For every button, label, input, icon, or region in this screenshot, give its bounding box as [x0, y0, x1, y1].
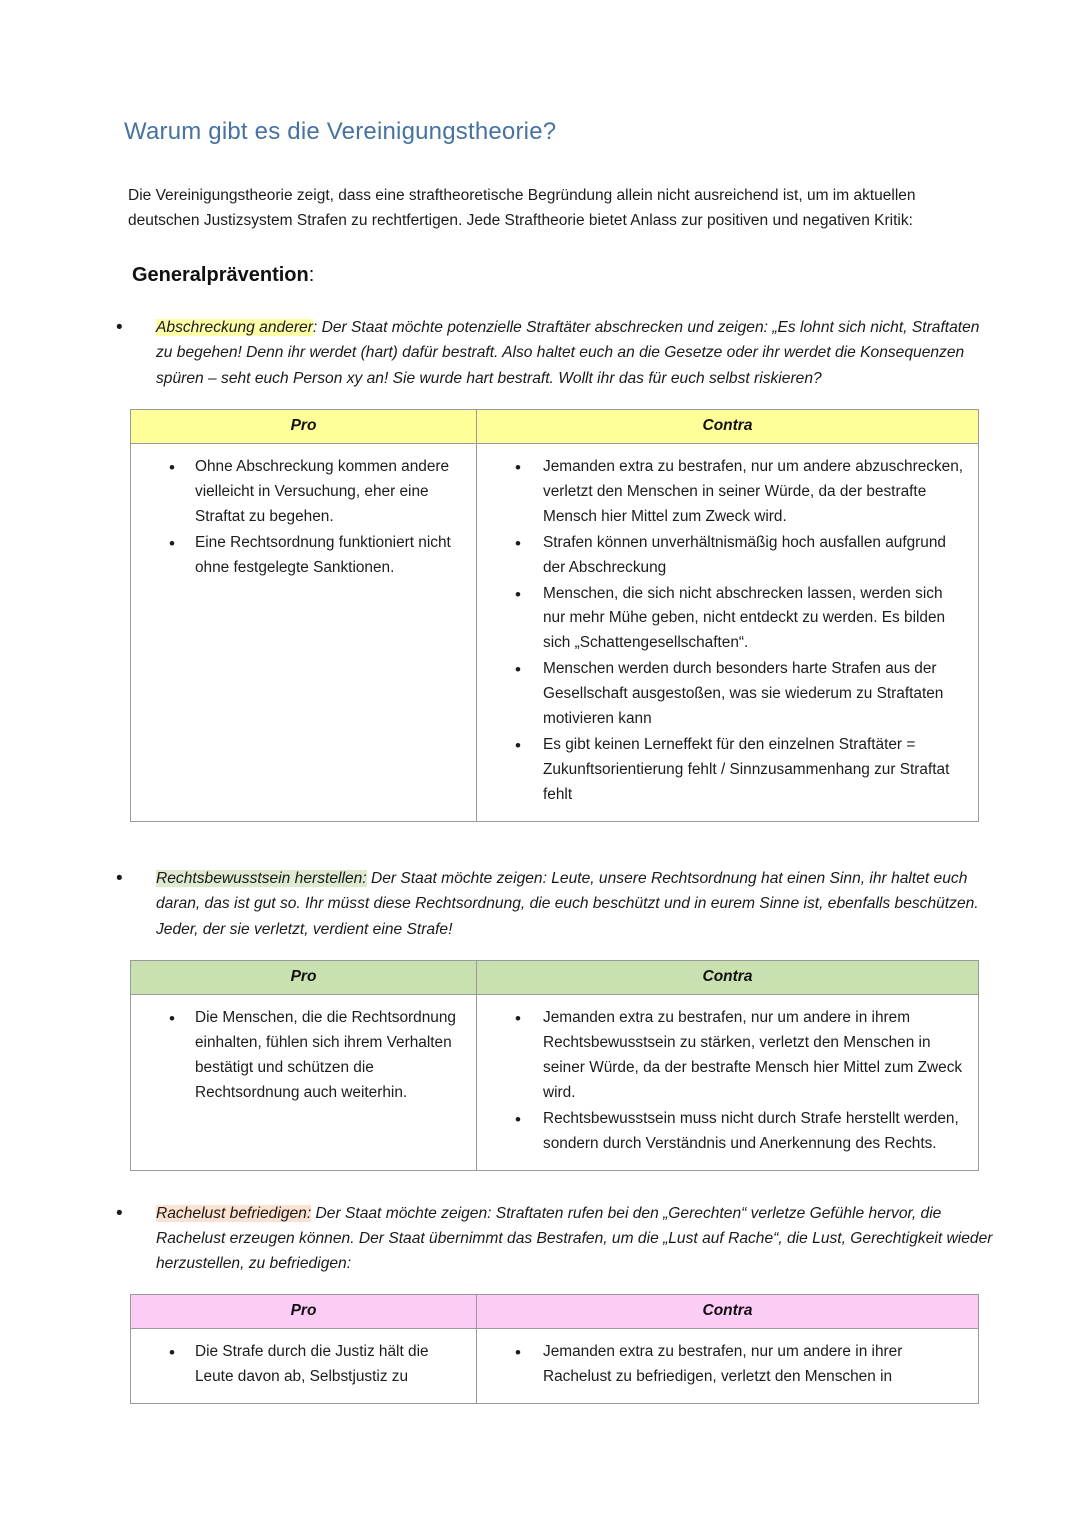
cell-pro-rachelust [131, 1329, 477, 1404]
table-row [131, 994, 979, 1170]
cell-contra-rachelust [477, 1329, 979, 1404]
page-title: Warum gibt es die Vereinigungstheorie? [124, 118, 557, 145]
list-item: • Menschen werden durch besonders harte Strafen aus der Gesellschaft ausgestoßen, was sie wiederum zu Straftaten motivieren kann [477, 657, 968, 732]
bullet-item-rachelust [110, 1201, 1034, 1277]
lead-in-rachelust: Rachelust befriedigen: [156, 1204, 312, 1222]
column-header-contra: Contra [477, 1295, 979, 1329]
cell-pro-rechtsbewusstsein [131, 994, 477, 1170]
section-heading-generalpraevention [132, 263, 990, 287]
bullet-text-abschreckung [156, 315, 996, 391]
list-item: • Es gibt keinen Lerneffekt für den einzelnen Straftäter = Zukunftsorientierung fehlt / Sinnzusammenhang zur Straftat fehlt [477, 733, 968, 808]
bullet-body-rechtsbewusstsein: Der Staat möchte zeigen: Leute, unsere Rechtsordnung hat einen Sinn, ihr haltet euch daran, das ist gut so. Ihr müsst diese Rechtsordnung, die euch beschützt und in eurem Sinne ist, ebenfalls beschützen. Jeder, der sie verletzt, verdient eine Strafe! [156, 870, 979, 938]
table-row [131, 1329, 979, 1404]
bullet-text-rachelust [156, 1201, 996, 1277]
column-header-pro: Pro [131, 1295, 477, 1329]
intro-paragraph: Die Vereinigungstheorie zeigt, dass eine straftheoretische Begründung allein nicht ausreichend ist, um im aktuellen deutschen Justizsystem Strafen zu rechtfertigen. Jede Straftheorie bietet Anlass zur positiven und negativen Kritik: [128, 186, 916, 229]
table-header-row [131, 1295, 979, 1329]
list-item: • Jemanden extra zu bestrafen, nur um andere in ihrer Rachelust zu befriedigen, verletzt den Menschen in [477, 1340, 968, 1390]
section-heading-colon: : [308, 264, 315, 287]
section-heading-text: Generalprävention [132, 264, 309, 287]
table-row [131, 443, 979, 821]
list-item: • Ohne Abschreckung kommen andere vielleicht in Versuchung, eher eine Straftat zu begehen. [131, 455, 466, 530]
spacer [110, 822, 990, 866]
spacer [110, 1171, 990, 1201]
list-item: • Jemanden extra zu bestrafen, nur um andere in ihrem Rechtsbewusstsein zu stärken, verletzt den Menschen in seiner Würde, da der bestrafte Mensch hier Mittel zum Zweck wird. [477, 1006, 968, 1106]
list-item: • Die Strafe durch die Justiz hält die Leute davon ab, Selbstjustiz zu [131, 1340, 466, 1390]
contra-list-rachelust [477, 1329, 978, 1403]
pro-contra-table-rechtsbewusstsein [130, 960, 979, 1171]
table-header-row [131, 960, 979, 994]
bullet-item-abschreckung [110, 315, 1034, 391]
pro-contra-table-rachelust [130, 1294, 979, 1404]
pro-contra-table-abschreckung [130, 409, 979, 822]
pro-list-abschreckung [131, 444, 476, 594]
list-item: • Rechtsbewusstsein muss nicht durch Strafe herstellt werden, sondern durch Verständnis und Anerkennung des Rechts. [477, 1107, 968, 1157]
list-item: • Die Menschen, die die Rechtsordnung einhalten, fühlen sich ihrem Verhalten bestätigt und schützen die Rechtsordnung auch weiterhin. [131, 1006, 466, 1106]
contra-list-rechtsbewusstsein [477, 995, 978, 1170]
pro-list-rechtsbewusstsein [131, 995, 476, 1119]
column-header-pro: Pro [131, 409, 477, 443]
table-header-row [131, 409, 979, 443]
pro-list-rachelust [131, 1329, 476, 1403]
contra-list-abschreckung [477, 444, 978, 821]
bullet-text-rechtsbewusstsein [156, 866, 996, 942]
bullet-body-abschreckung: : Der Staat möchte potenzielle Straftäter abschrecken und zeigen: „Es lohnt sich nicht, Straftaten zu begehen! Denn ihr werdet (hart) dafür bestraft. Also haltet euch an die Gesetze oder ihr werdet die Konsequenzen spüren – seht euch Person xy an! Sie wurde hart bestraft. Wollt ihr das für euch selbst riskieren? [156, 319, 980, 387]
column-header-contra: Contra [477, 960, 979, 994]
document-content [110, 118, 993, 1404]
list-item: • Strafen können unverhältnismäßig hoch ausfallen aufgrund der Abschreckung [477, 531, 968, 581]
cell-contra-rechtsbewusstsein [477, 994, 979, 1170]
cell-contra-abschreckung [477, 443, 979, 821]
column-header-contra: Contra [477, 409, 979, 443]
list-item: • Menschen, die sich nicht abschrecken lassen, werden sich nur mehr Mühe geben, nicht entdeckt zu werden. Es bilden sich „Schattengesellschaften“. [477, 582, 968, 657]
cell-pro-abschreckung [131, 443, 477, 821]
column-header-pro: Pro [131, 960, 477, 994]
list-item: • Eine Rechtsordnung funktioniert nicht ohne festgelegte Sanktionen. [131, 531, 466, 581]
bullet-body-rachelust: Der Staat möchte zeigen: Straftaten rufen bei den „Gerechten“ verletze Gefühle hervor, die Rachelust erzeugen können. Der Staat übernimmt das Bestrafen, um die „Lust auf Rache“, die Lust, Gerechtigkeit wieder herzustellen, zu befriedigen: [156, 1204, 993, 1273]
lead-in-rechtsbewusstsein: Rechtsbewusstsein herstellen: [156, 870, 367, 888]
bullet-item-rechtsbewusstsein [110, 866, 1034, 942]
list-item: • Jemanden extra zu bestrafen, nur um andere abzuschrecken, verletzt den Menschen in seiner Würde, da der bestrafte Mensch hier Mittel zum Zweck wird. [477, 455, 968, 530]
lead-in-abschreckung: Abschreckung anderer [156, 319, 313, 337]
